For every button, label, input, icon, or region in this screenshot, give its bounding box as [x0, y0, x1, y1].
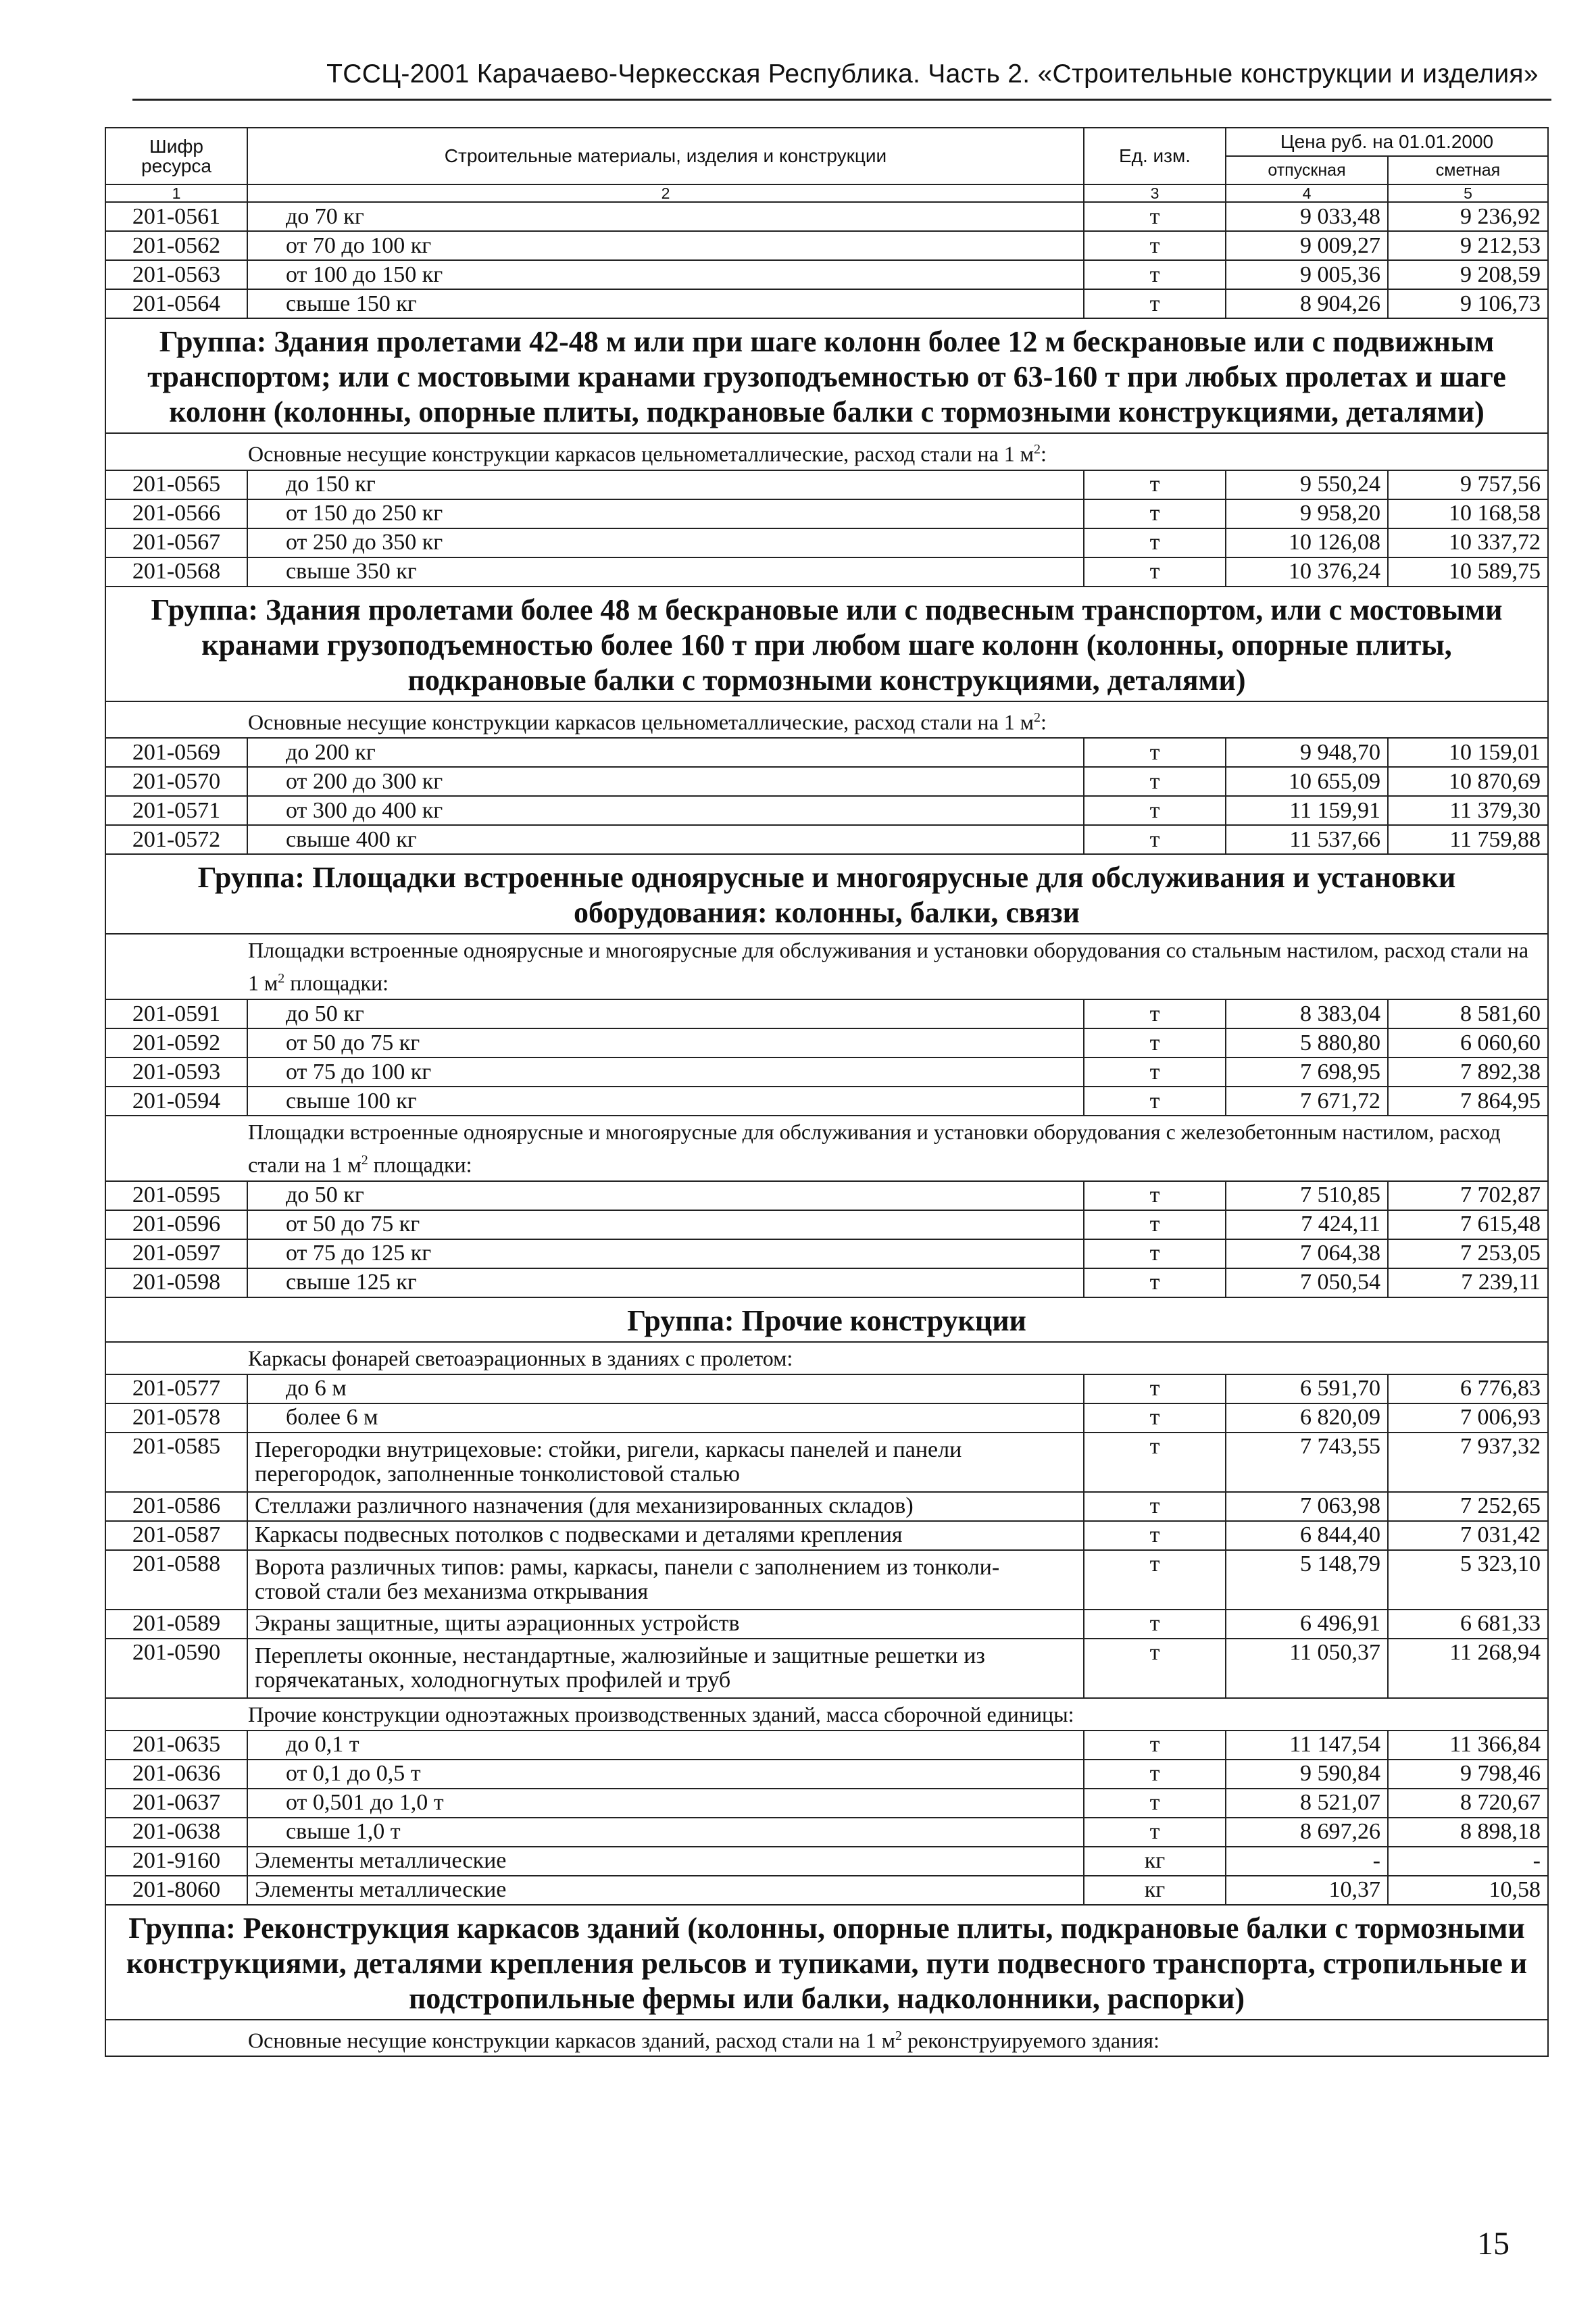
release-price: - [1226, 1847, 1388, 1876]
resource-code: 201-0595 [105, 1181, 247, 1210]
release-price: 8 383,04 [1226, 999, 1388, 1028]
subgroup-description: Прочие конструкции одноэтажных производственных зданий, масса сборочной единицы: [105, 1698, 1548, 1731]
release-price: 10 126,08 [1226, 528, 1388, 557]
release-price: 8 697,26 [1226, 1818, 1388, 1847]
header-rule [132, 99, 1551, 101]
resource-code: 201-9160 [105, 1847, 247, 1876]
estimate-price: 11 366,84 [1388, 1731, 1548, 1760]
table-row [105, 1789, 1548, 1818]
table-row [105, 1403, 1548, 1433]
column-index: 1 [105, 184, 247, 202]
unit: т [1084, 796, 1226, 825]
item-name: от 250 до 350 кг [247, 528, 1084, 557]
header-estimate-price: сметная [1388, 156, 1548, 184]
estimate-price: 5 323,10 [1388, 1550, 1548, 1610]
table-row [105, 1057, 1548, 1087]
subgroup-row [105, 1342, 1548, 1374]
group-title: Группа: Реконструкция каркасов зданий (колонны, опорные плиты, подкрановые балки с тормозными конструкциями, деталями крепления рельсов и тупиками, пути подвесного транспорта, стропильные и подстропильные фермы или балки, надколонники, распорки) [105, 1905, 1548, 2020]
subgroup-text-end: площадки: [368, 1152, 472, 1177]
subgroup-row [105, 1116, 1548, 1181]
resource-code: 201-0598 [105, 1268, 247, 1297]
subgroup-row [105, 701, 1548, 739]
item-name: до 6 м [247, 1374, 1084, 1403]
resource-code: 201-0588 [105, 1550, 247, 1610]
resource-code: 201-8060 [105, 1876, 247, 1905]
table-row [105, 1239, 1548, 1268]
item-name: свыше 150 кг [247, 289, 1084, 318]
subgroup-text: Площадки встроенные одноярусные и многоярусные для обслуживания и установки оборудования со стальным настилом, расход стали на 1 м [248, 938, 1529, 996]
subgroup-row [105, 433, 1548, 470]
table-row [105, 289, 1548, 318]
resource-code: 201-0561 [105, 202, 247, 231]
item-name: более 6 м [247, 1403, 1084, 1433]
release-price: 5 148,79 [1226, 1550, 1388, 1610]
unit: т [1084, 202, 1226, 231]
subgroup-text: Основные несущие конструкции каркасов цельнометаллические, расход стали на 1 м [248, 710, 1034, 735]
table-row [105, 1210, 1548, 1239]
unit: т [1084, 1087, 1226, 1116]
item-name [247, 1433, 1084, 1492]
table-row [105, 499, 1548, 528]
item-name: Каркасы подвесных потолков с подвесками и деталями крепления [247, 1521, 1084, 1550]
resource-code: 201-0636 [105, 1760, 247, 1789]
release-price: 9 948,70 [1226, 738, 1388, 767]
item-name: до 50 кг [247, 1181, 1084, 1210]
table-row [105, 470, 1548, 499]
item-name-line: Переплеты оконные, нестандартные, жалюзийные и защитные решетки из [255, 1643, 985, 1669]
item-name: до 0,1 т [247, 1731, 1084, 1760]
table-row [105, 528, 1548, 557]
estimate-price: 6 681,33 [1388, 1610, 1548, 1639]
release-price: 7 743,55 [1226, 1433, 1388, 1492]
table-row [105, 1550, 1548, 1610]
item-name: Стеллажи различного назначения (для механизированных складов) [247, 1492, 1084, 1521]
release-price: 9 550,24 [1226, 470, 1388, 499]
table-row [105, 1610, 1548, 1639]
table-row [105, 231, 1548, 260]
unit: т [1084, 260, 1226, 289]
resource-code: 201-0590 [105, 1639, 247, 1698]
release-price: 10,37 [1226, 1876, 1388, 1905]
estimate-price: 10 159,01 [1388, 738, 1548, 767]
resource-code: 201-0586 [105, 1492, 247, 1521]
table-row [105, 999, 1548, 1028]
table-row [105, 1876, 1548, 1905]
item-name: свыше 1,0 т [247, 1818, 1084, 1847]
release-price: 11 147,54 [1226, 1731, 1388, 1760]
item-name [247, 1639, 1084, 1698]
estimate-price: 7 615,48 [1388, 1210, 1548, 1239]
resource-code: 201-0589 [105, 1610, 247, 1639]
page-number: 15 [1477, 2226, 1510, 2262]
item-name: свыше 100 кг [247, 1087, 1084, 1116]
group-heading-row [105, 318, 1548, 433]
release-price: 7 050,54 [1226, 1268, 1388, 1297]
release-price: 7 424,11 [1226, 1210, 1388, 1239]
estimate-price: 10 589,75 [1388, 557, 1548, 587]
release-price: 9 005,36 [1226, 260, 1388, 289]
subgroup-description [105, 433, 1548, 470]
release-price: 7 064,38 [1226, 1239, 1388, 1268]
group-title: Группа: Здания пролетами 42-48 м или при шаге колонн более 12 м бескрановые или с подвижным транспортом; или с мостовыми кранами грузоподъемностью от 63-160 т при любых пролетах и шаге колонн (колонны, опорные плиты, подкрановые балки с тормозными конструкциями, деталями) [105, 318, 1548, 433]
item-name [247, 1550, 1084, 1610]
release-price: 6 820,09 [1226, 1403, 1388, 1433]
item-name: от 100 до 150 кг [247, 260, 1084, 289]
release-price: 9 009,27 [1226, 231, 1388, 260]
superscript: 2 [1034, 442, 1041, 457]
release-price: 10 376,24 [1226, 557, 1388, 587]
estimate-price: 7 892,38 [1388, 1057, 1548, 1087]
estimate-price: 6 776,83 [1388, 1374, 1548, 1403]
resource-code: 201-0569 [105, 738, 247, 767]
estimate-price: 7 006,93 [1388, 1403, 1548, 1433]
item-name: от 50 до 75 кг [247, 1028, 1084, 1057]
item-name: от 0,1 до 0,5 т [247, 1760, 1084, 1789]
table-row [105, 1374, 1548, 1403]
resource-code: 201-0638 [105, 1818, 247, 1847]
release-price: 9 958,20 [1226, 499, 1388, 528]
resource-code: 201-0572 [105, 825, 247, 854]
estimate-price: 11 268,94 [1388, 1639, 1548, 1698]
subgroup-row [105, 2020, 1548, 2057]
header-price-cell: Цена руб. на 01.01.2000 [1226, 128, 1548, 156]
subgroup-description [105, 2020, 1548, 2057]
estimate-price: 7 937,32 [1388, 1433, 1548, 1492]
estimate-price: 9 236,92 [1388, 202, 1548, 231]
table-row [105, 557, 1548, 587]
estimate-price: 10 168,58 [1388, 499, 1548, 528]
subgroup-row [105, 1698, 1548, 1731]
item-name: свыше 125 кг [247, 1268, 1084, 1297]
item-name: свыше 400 кг [247, 825, 1084, 854]
table-row [105, 1847, 1548, 1876]
estimate-price: 10 870,69 [1388, 767, 1548, 796]
release-price: 10 655,09 [1226, 767, 1388, 796]
item-name: до 50 кг [247, 999, 1084, 1028]
release-price: 7 063,98 [1226, 1492, 1388, 1521]
estimate-price: 9 106,73 [1388, 289, 1548, 318]
item-name-line: горячекатаных, холодногнутых профилей и труб [255, 1667, 731, 1693]
header-code-cell: Шифр ресурса [105, 128, 247, 184]
resource-code: 201-0568 [105, 557, 247, 587]
unit: т [1084, 1818, 1226, 1847]
unit: т [1084, 1028, 1226, 1057]
table-row [105, 202, 1548, 231]
resource-code: 201-0564 [105, 289, 247, 318]
estimate-price: 8 898,18 [1388, 1818, 1548, 1847]
item-name: до 70 кг [247, 202, 1084, 231]
release-price: 7 510,85 [1226, 1181, 1388, 1210]
resource-code: 201-0592 [105, 1028, 247, 1057]
estimate-price: 11 759,88 [1388, 825, 1548, 854]
item-name-line: Ворота различных типов: рамы, каркасы, панели с заполнением из тонколи- [255, 1555, 1000, 1580]
subgroup-description [105, 1116, 1548, 1181]
release-price: 8 521,07 [1226, 1789, 1388, 1818]
estimate-price: 9 212,53 [1388, 231, 1548, 260]
release-price: 8 904,26 [1226, 289, 1388, 318]
unit: т [1084, 1433, 1226, 1492]
item-name: Элементы металлические [247, 1876, 1084, 1905]
release-price: 7 671,72 [1226, 1087, 1388, 1116]
table-row [105, 1731, 1548, 1760]
unit: т [1084, 1374, 1226, 1403]
unit: т [1084, 1550, 1226, 1610]
resource-code: 201-0591 [105, 999, 247, 1028]
estimate-price: 7 253,05 [1388, 1239, 1548, 1268]
item-name-line: перегородок, заполненные тонколистовой сталью [255, 1461, 740, 1487]
unit: т [1084, 470, 1226, 499]
column-index: 2 [247, 184, 1084, 202]
header-unit-cell: Ед. изм. [1084, 128, 1226, 184]
item-name: от 50 до 75 кг [247, 1210, 1084, 1239]
price-table [105, 127, 1549, 2057]
table-row [105, 738, 1548, 767]
unit: кг [1084, 1847, 1226, 1876]
column-index: 4 [1226, 184, 1388, 202]
resource-code: 201-0563 [105, 260, 247, 289]
table-row [105, 1639, 1548, 1698]
resource-code: 201-0596 [105, 1210, 247, 1239]
item-name: Экраны защитные, щиты аэрационных устройств [247, 1610, 1084, 1639]
estimate-price: 8 581,60 [1388, 999, 1548, 1028]
table-row [105, 796, 1548, 825]
unit: кг [1084, 1876, 1226, 1905]
unit: т [1084, 499, 1226, 528]
table-row [105, 1521, 1548, 1550]
release-price: 5 880,80 [1226, 1028, 1388, 1057]
unit: т [1084, 1403, 1226, 1433]
superscript: 2 [278, 971, 285, 987]
table-row [105, 1818, 1548, 1847]
unit: т [1084, 1610, 1226, 1639]
group-title: Группа: Площадки встроенные одноярусные и многоярусные для обслуживания и установки оборудования: колонны, балки, связи [105, 854, 1548, 934]
subgroup-text-end: реконструируемого здания: [902, 2028, 1159, 2053]
table-row [105, 825, 1548, 854]
unit: т [1084, 1492, 1226, 1521]
resource-code: 201-0567 [105, 528, 247, 557]
resource-code: 201-0593 [105, 1057, 247, 1087]
estimate-price: 7 239,11 [1388, 1268, 1548, 1297]
release-price: 9 590,84 [1226, 1760, 1388, 1789]
release-price: 9 033,48 [1226, 202, 1388, 231]
resource-code: 201-0577 [105, 1374, 247, 1403]
resource-code: 201-0565 [105, 470, 247, 499]
group-heading-row [105, 1297, 1548, 1342]
subgroup-text-end: : [1041, 441, 1047, 466]
release-price: 11 159,91 [1226, 796, 1388, 825]
resource-code: 201-0571 [105, 796, 247, 825]
table-row [105, 1181, 1548, 1210]
resource-code: 201-0597 [105, 1239, 247, 1268]
item-name: до 150 кг [247, 470, 1084, 499]
resource-code: 201-0637 [105, 1789, 247, 1818]
subgroup-text: Площадки встроенные одноярусные и многоярусные для обслуживания и установки оборудования с железобетонным настилом, расход стали на 1 м [248, 1120, 1501, 1177]
item-name: Элементы металлические [247, 1847, 1084, 1876]
estimate-price: 11 379,30 [1388, 796, 1548, 825]
subgroup-text: Основные несущие конструкции каркасов цельнометаллические, расход стали на 1 м [248, 441, 1034, 466]
unit: т [1084, 528, 1226, 557]
unit: т [1084, 1057, 1226, 1087]
item-name: от 150 до 250 кг [247, 499, 1084, 528]
release-price: 6 591,70 [1226, 1374, 1388, 1403]
item-name: от 70 до 100 кг [247, 231, 1084, 260]
group-heading-row [105, 587, 1548, 701]
table-row [105, 1760, 1548, 1789]
unit: т [1084, 1268, 1226, 1297]
unit: т [1084, 1210, 1226, 1239]
resource-code: 201-0566 [105, 499, 247, 528]
header-release-price: отпускная [1226, 156, 1388, 184]
unit: т [1084, 1181, 1226, 1210]
resource-code: 201-0594 [105, 1087, 247, 1116]
release-price: 6 496,91 [1226, 1610, 1388, 1639]
subgroup-description [105, 701, 1548, 739]
estimate-price: 10,58 [1388, 1876, 1548, 1905]
unit: т [1084, 231, 1226, 260]
item-name: от 200 до 300 кг [247, 767, 1084, 796]
resource-code: 201-0578 [105, 1403, 247, 1433]
estimate-price: 7 031,42 [1388, 1521, 1548, 1550]
table-row [105, 1433, 1548, 1492]
header-name-cell: Строительные материалы, изделия и конструкции [247, 128, 1084, 184]
table-row [105, 1268, 1548, 1297]
estimate-price: - [1388, 1847, 1548, 1876]
group-heading-row [105, 1905, 1548, 2020]
superscript: 2 [1034, 710, 1041, 725]
column-index: 5 [1388, 184, 1548, 202]
release-price: 7 698,95 [1226, 1057, 1388, 1087]
subgroup-description [105, 934, 1548, 999]
estimate-price: 8 720,67 [1388, 1789, 1548, 1818]
group-title: Группа: Прочие конструкции [105, 1297, 1548, 1342]
item-name: от 75 до 125 кг [247, 1239, 1084, 1268]
unit: т [1084, 557, 1226, 587]
release-price: 11 050,37 [1226, 1639, 1388, 1698]
superscript: 2 [361, 1153, 368, 1168]
subgroup-text: Основные несущие конструкции каркасов зданий, расход стали на 1 м [248, 2028, 895, 2053]
resource-code: 201-0570 [105, 767, 247, 796]
subgroup-row [105, 934, 1548, 999]
unit: т [1084, 1789, 1226, 1818]
item-name-line: Перегородки внутрицеховые: стойки, ригели, каркасы панелей и панели [255, 1437, 962, 1463]
table-row [105, 1492, 1548, 1521]
resource-code: 201-0585 [105, 1433, 247, 1492]
page-header: ТССЦ-2001 Карачаево-Черкесская Республика. Часть 2. «Строительные конструкции и изделия» [326, 59, 1539, 89]
unit: т [1084, 1639, 1226, 1698]
subgroup-description: Каркасы фонарей светоаэрационных в зданиях с пролетом: [105, 1342, 1548, 1374]
unit: т [1084, 1760, 1226, 1789]
release-price: 11 537,66 [1226, 825, 1388, 854]
item-name: от 300 до 400 кг [247, 796, 1084, 825]
item-name: от 0,501 до 1,0 т [247, 1789, 1084, 1818]
unit: т [1084, 825, 1226, 854]
estimate-price: 6 060,60 [1388, 1028, 1548, 1057]
estimate-price: 7 252,65 [1388, 1492, 1548, 1521]
unit: т [1084, 767, 1226, 796]
resource-code: 201-0562 [105, 231, 247, 260]
column-index: 3 [1084, 184, 1226, 202]
release-price: 6 844,40 [1226, 1521, 1388, 1550]
unit: т [1084, 999, 1226, 1028]
resource-code: 201-0635 [105, 1731, 247, 1760]
unit: т [1084, 738, 1226, 767]
unit: т [1084, 289, 1226, 318]
item-name: свыше 350 кг [247, 557, 1084, 587]
resource-code: 201-0587 [105, 1521, 247, 1550]
subgroup-text-end: : [1041, 710, 1047, 735]
estimate-price: 10 337,72 [1388, 528, 1548, 557]
unit: т [1084, 1731, 1226, 1760]
unit: т [1084, 1239, 1226, 1268]
estimate-price: 9 208,59 [1388, 260, 1548, 289]
group-title: Группа: Здания пролетами более 48 м бескрановые или с подвесным транспортом, или с мостовыми кранами грузоподъемностью более 160 т при любом шаге колонн (колонны, опорные плиты, подкрановые балки с тормозными конструкциями, деталями) [105, 587, 1548, 701]
table-row [105, 767, 1548, 796]
table-row [105, 1028, 1548, 1057]
group-heading-row [105, 854, 1548, 934]
table-row [105, 1087, 1548, 1116]
estimate-price: 7 702,87 [1388, 1181, 1548, 1210]
estimate-price: 9 757,56 [1388, 470, 1548, 499]
subgroup-text-end: площадки: [284, 971, 389, 996]
item-name: от 75 до 100 кг [247, 1057, 1084, 1087]
estimate-price: 9 798,46 [1388, 1760, 1548, 1789]
item-name: до 200 кг [247, 738, 1084, 767]
table-row [105, 260, 1548, 289]
estimate-price: 7 864,95 [1388, 1087, 1548, 1116]
unit: т [1084, 1521, 1226, 1550]
superscript: 2 [895, 2028, 902, 2043]
item-name-line: стовой стали без механизма открывания [255, 1578, 649, 1604]
